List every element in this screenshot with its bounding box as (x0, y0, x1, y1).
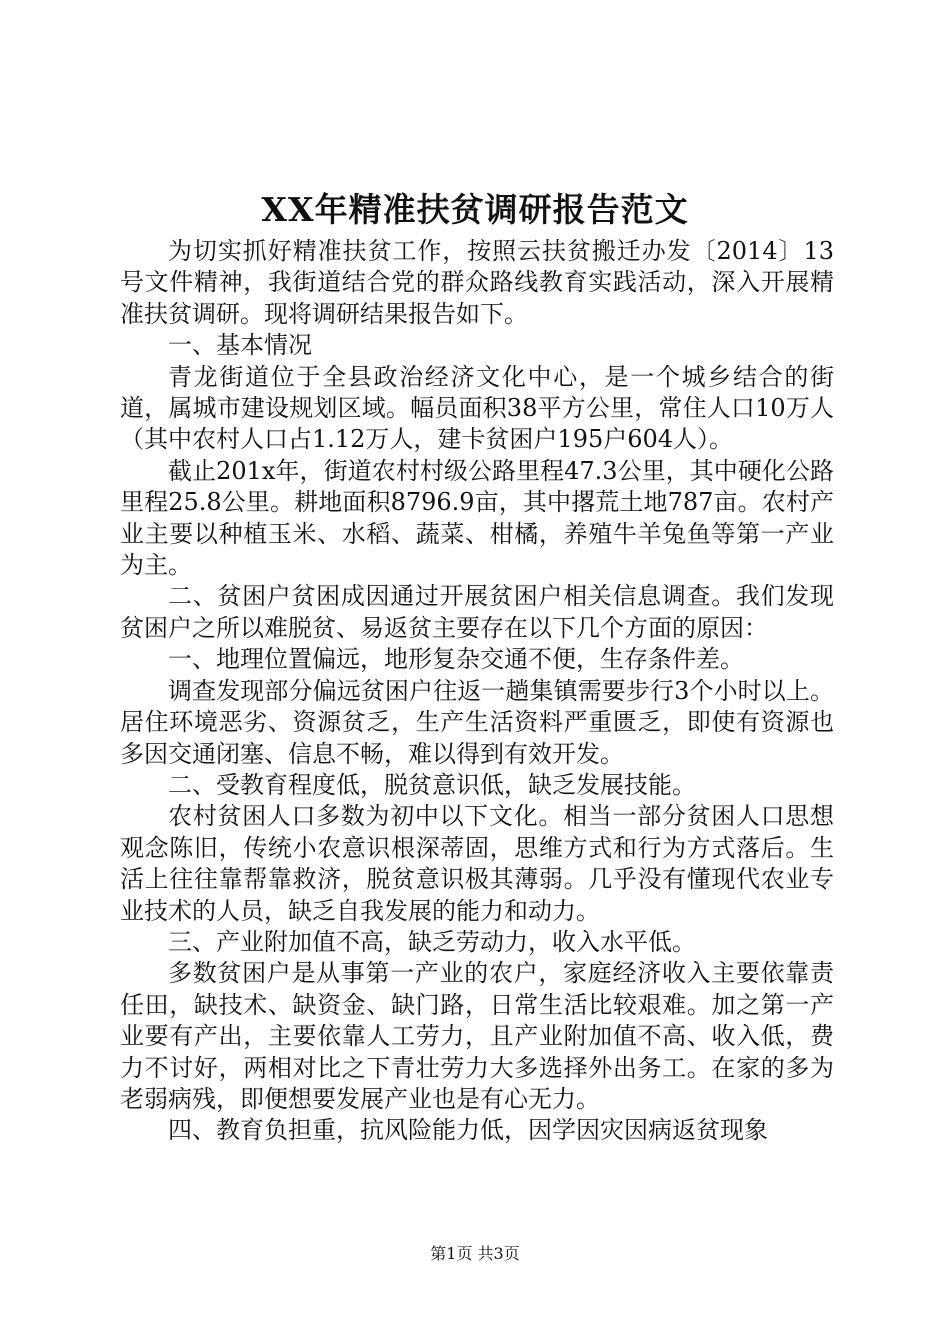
heading-cause-burden: 四、教育负担重，抗风险能力低，因学因灾因病返贫现象 (168, 1116, 768, 1145)
paragraph-street-overview: 青龙街道位于全县政治经济文化中心，是一个城乡结合的街道，属城市建设规划区域。幅员面积38平方公里，常住人口10万人（其中农村人口占1.12万人，建卡贫困户195户604人）。 (120, 362, 834, 454)
paragraph-cause-industry: 多数贫困户是从事第一产业的农户，家庭经济收入主要依靠责任田，缺技术、缺资金、缺门路，日常生活比较艰难。加之第一产业要有产出，主要依靠人工劳力，且产业附加值不高、收入低，费力不讨好，两相对比之下青壮劳力大多选择外出务工。在家的多为老弱病残，即便想要发展产业也是有心无力。 (120, 959, 834, 1113)
heading-cause-geography: 一、地理位置偏远，地形复杂交通不便，生存条件差。 (168, 645, 744, 674)
heading-cause-education: 二、受教育程度低，脱贫意识低，缺乏发展技能。 (168, 770, 696, 799)
paragraph-infrastructure: 截止201x年，街道农村村级公路里程47.3公里，其中硬化公路里程25.8公里。耕地面积8796.9亩，其中撂荒土地787亩。农村产业主要以种植玉米、水稻、蔬菜、柑橘，养殖牛羊兔鱼等第一产业为主。 (120, 456, 834, 580)
heading-cause-industry: 三、产业附加值不高，缺乏劳动力，收入水平低。 (168, 927, 696, 956)
paragraph-cause-geography: 调查发现部分偏远贫困户往返一趟集镇需要步行3个小时以上。居住环境恶劣、资源贫乏，生产生活资料严重匮乏，即使有资源也多因交通闭塞、信息不畅，难以得到有效开发。 (120, 676, 834, 768)
paragraph-cause-education: 农村贫困人口多数为初中以下文化。相当一部分贫困人口思想观念陈旧，传统小农意识根深蒂固，思维方式和行为方式落后。生活上往往靠帮靠救济，脱贫意识极其薄弱。几乎没有懂现代农业专业技术的人员，缺乏自我发展的能力和动力。 (120, 802, 834, 925)
heading-basic-situation: 一、基本情况 (168, 331, 312, 360)
document-title: XX年精准扶贫调研报告范文 (261, 190, 689, 229)
document-body (120, 236, 834, 1147)
heading-poverty-causes: 二、贫困户贫困成因通过开展贫困户相关信息调查。我们发现贫困户之所以难脱贫、易返贫主要存在以下几个方面的原因： (120, 582, 834, 642)
page-indicator: 第1页 共3页 (430, 1244, 520, 1263)
paragraph-intro: 为切实抓好精准扶贫工作，按照云扶贫搬迁办发〔2014〕13号文件精神，我街道结合党的群众路线教育实践活动，深入开展精准扶贫调研。现将调研结果报告如下。 (120, 237, 834, 328)
